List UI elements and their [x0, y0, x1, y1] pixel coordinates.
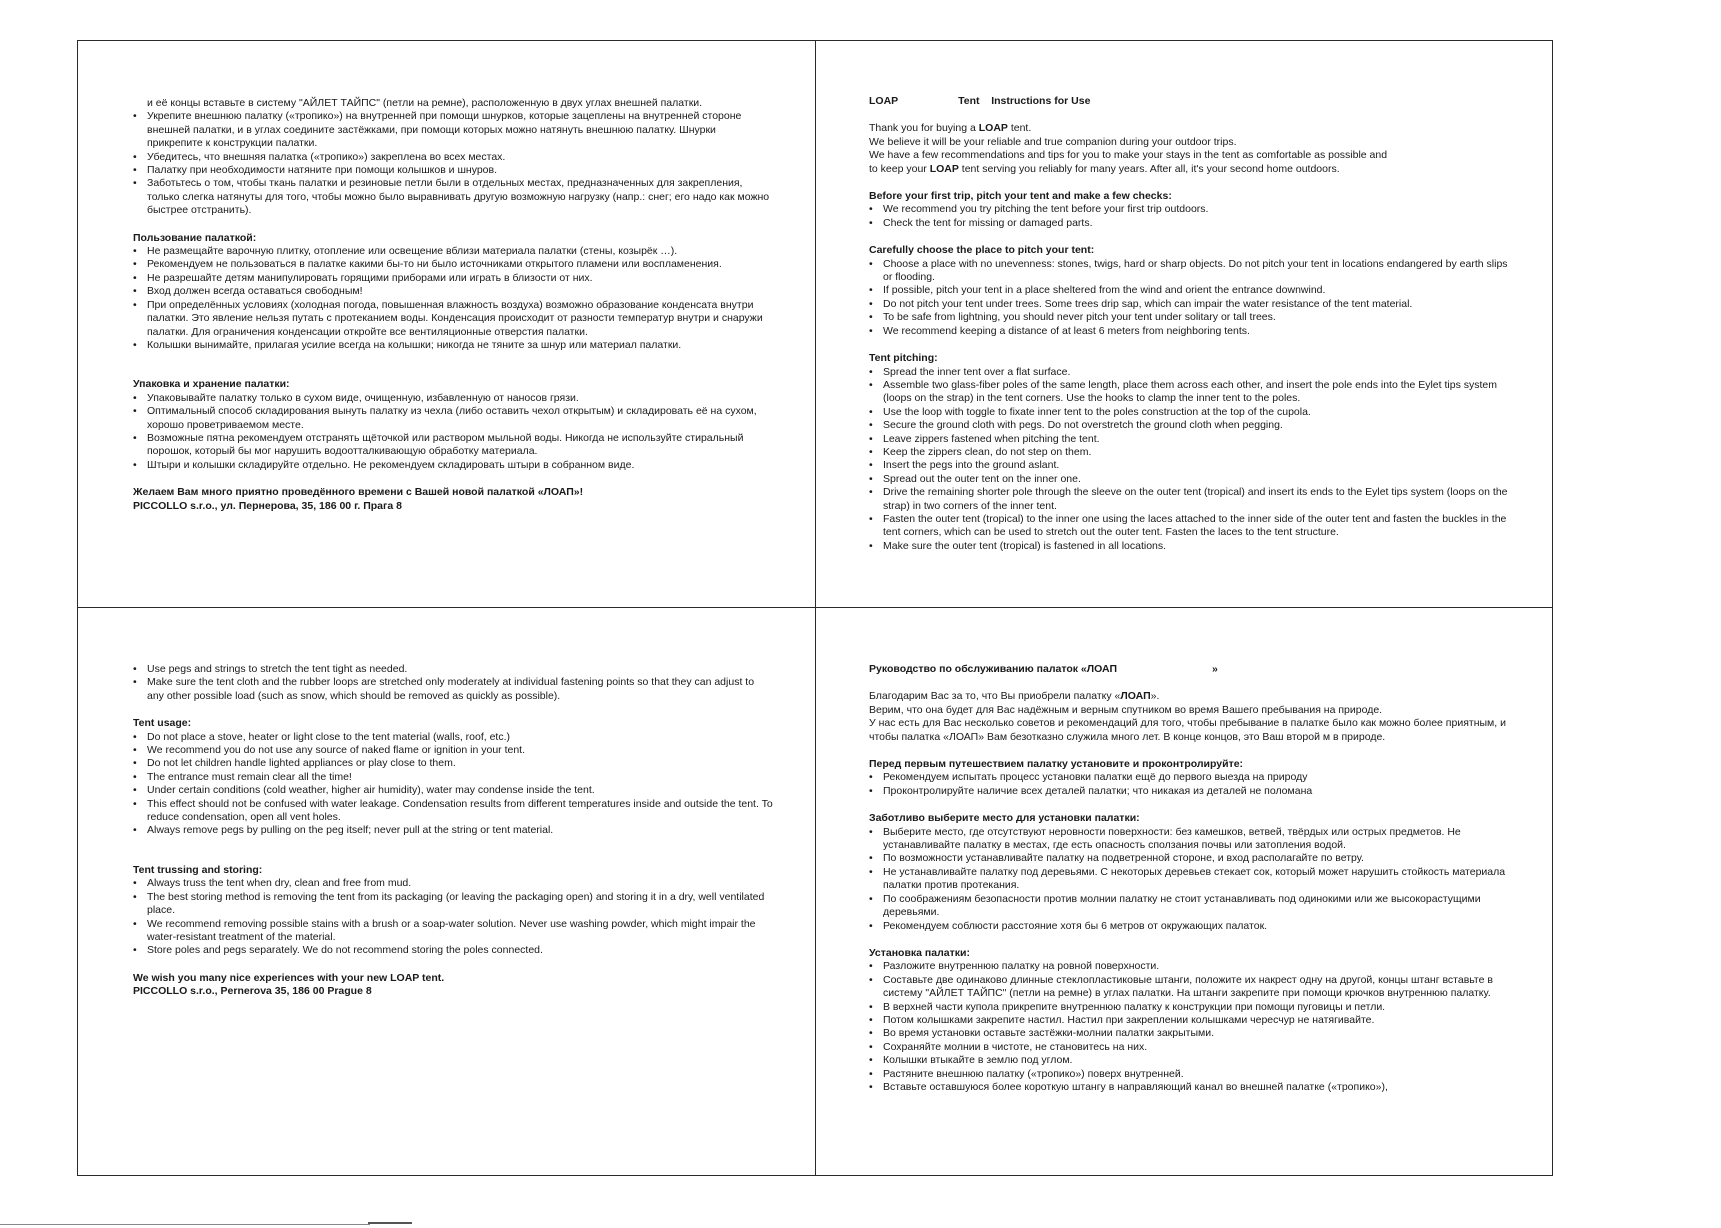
list-item: • Drive the remaining shorter pole through the sleeve on the outer tent (tropical) and insert its ends to the Eylet tips system (loops on the strap) in two corners of the inner tent.: [869, 486, 1509, 513]
list-item: • We recommend you do not use any source of naked flame or ignition in your tent.: [133, 744, 773, 757]
intro-line: и её концы вставьте в систему "АЙЛЕТ ТАЙПС" (петли на ремне), расположенную в двух углах внешней палатки.: [147, 97, 703, 109]
list-item: • Store poles and pegs separately. We do not recommend storing the poles connected.: [133, 944, 773, 957]
pitching-section: [869, 947, 1509, 1094]
company-address: PICCOLLO s.r.o., ул. Пернерова, 35, 186 00 г. Прага 8: [133, 499, 402, 512]
list-item: • Не устанавливайте палатку под деревьями. С некоторых деревьев стекает сок, который может нарушить стойкость материала палатки против протекания.: [869, 866, 1509, 893]
intro-paragraph: Верим, что она будет для Вас надёжным и верным спутником во время Вашего пребывания на природе.: [869, 703, 1383, 716]
list-item: • To be safe from lightning, you should never pitch your tent under solitary or tall trees.: [869, 311, 1509, 324]
list-item: • Во время установки оставьте застёжки-молнии палатки закрытыми.: [869, 1027, 1509, 1040]
brand-name: LOAP: [869, 95, 899, 107]
list-item: • Рекомендуем испытать процесс установки палатки ещё до первого выезда на природу: [869, 771, 1509, 784]
closing-block: [133, 972, 773, 999]
footer-rule-mark: [368, 1222, 412, 1224]
list-item: • Убедитесь, что внешняя палатка («тропико») закреплена во всех местах.: [133, 151, 773, 164]
list-item: • Заботьтесь о том, чтобы ткань палатки и резиновые петли были в отдельных местах, предназначенных для закрепления, только слегка натянуты для того, чтобы можно было выравнивать другую возможную нагрузку (напр.: снег; его надо как можно быстрее отстранить).: [133, 177, 773, 217]
list-item: • Колышки вынимайте, прилагая усилие всегда на колышки; никогда не тяните за шнур или материал палатки.: [133, 339, 773, 352]
list-item: • If possible, pitch your tent in a place sheltered from the wind and orient the entrance downwind.: [869, 284, 1509, 297]
list-item: • This effect should not be confused with water leakage. Condensation results from different temperatures inside and outside the tent. To reduce condensation, open all vent holes.: [133, 798, 773, 825]
closing-wish: We wish you many nice experiences with your new LOAP tent.: [133, 971, 445, 984]
list-item: • Do not pitch your tent under trees. Some trees drip sap, which can impair the water resistance of the tent material.: [869, 298, 1509, 311]
list-item: • Выберите место, где отсутствуют неровности поверхности: без камешков, ветвей, твёрдых или острых предметов. Не устанавливайте палатку в местах, где есть опасность сползания почвы или затопления водой.: [869, 826, 1509, 853]
place-list: [869, 258, 1509, 338]
storage-section: [133, 378, 773, 472]
list-item: • Fasten the outer tent (tropical) to the inner one using the laces attached to the inner side of the outer tent and fasten the buckles in the tent corners, which can be used to stretch out the outer tent. Fasten the laces to the tent structure.: [869, 513, 1509, 540]
section-heading: Before your first trip, pitch your tent and make a few checks:: [869, 190, 1172, 203]
list-item: • Spread the inner tent over a flat surface.: [869, 366, 1509, 379]
storage-list: [133, 877, 773, 957]
closing-wish: Желаем Вам много приятно проведённого времени с Вашей новой палаткой «ЛОАП»!: [133, 486, 584, 499]
list-item: • Check the tent for missing or damaged parts.: [869, 217, 1509, 230]
before-section: [869, 190, 1509, 230]
panel-bottom-left: [133, 663, 773, 999]
list-item: • We recommend you try pitching the tent before your first trip outdoors.: [869, 203, 1509, 216]
list-item: • Вход должен всегда оставаться свободным!: [133, 285, 773, 298]
storage-section: [133, 864, 773, 958]
list-item: • Вставьте оставшуюся более короткую штангу в направляющий канал во внешней палатке («тропико»),: [869, 1081, 1509, 1094]
list-item: • Use pegs and strings to stretch the tent tight as needed.: [133, 663, 773, 676]
list-item: • Always truss the tent when dry, clean and free from mud.: [133, 877, 773, 890]
panel-top-right: [869, 95, 1509, 553]
closing-block: [133, 486, 773, 513]
list-item: • Use the loop with toggle to fixate inner tent to the poles construction at the top of the cupola.: [869, 406, 1509, 419]
list-item: • Растяните внешнюю палатку («тропико») поверх внутренней.: [869, 1068, 1509, 1081]
list-item: • По соображениям безопасности против молнии палатку не стоит устанавливать под одинокими или же высокорастущими деревьями.: [869, 893, 1509, 920]
panel-top-left: [133, 97, 773, 513]
place-section: [869, 244, 1509, 338]
list-item: • Do not let children handle lighted appliances or play close to them.: [133, 757, 773, 770]
list-item: • Составьте две одинаково длинные стеклопластиковые штанги, положите их накрест одну на другой, концы штанг вставьте в систему "АЙЛЕТ ТАЙПС" (петли на ремне) в углах палатки. На штанги закрепите при помощи крючков внутреннюю палатку.: [869, 974, 1509, 1001]
company-address: PICCOLLO s.r.o., Pernerova 35, 186 00 Prague 8: [133, 985, 372, 998]
before-section: [869, 758, 1509, 798]
intro-paragraph: Благодарим Вас за то, что Вы приобрели палатку «ЛОАП».: [869, 690, 1160, 703]
storage-list: [133, 392, 773, 472]
section-heading: Упаковка и хранение палатки:: [133, 378, 290, 391]
intro-list: [133, 110, 773, 217]
pitching-section: [869, 352, 1509, 553]
document-title: [869, 95, 1509, 108]
intro-paragraph: to keep your LOAP tent serving you reliably for many years. After all, it's your second home outdoors.: [869, 162, 1340, 175]
list-item: • Упаковывайте палатку только в сухом виде, очищенную, избавленную от наносов грязи.: [133, 392, 773, 405]
list-item: • Under certain conditions (cold weather, higher air humidity), water may condense inside the tent.: [133, 784, 773, 797]
intro-paragraph: We have a few recommendations and tips for you to make your stays in the tent as comfortable as possible and: [869, 149, 1388, 162]
list-item: • Secure the ground cloth with pegs. Do not overstretch the ground cloth when pegging.: [869, 419, 1509, 432]
list-item: • Make sure the tent cloth and the rubber loops are stretched only moderately at individual fastening points so that they can adjust to any other possible load (such as snow, which should be removed as quickly as possible).: [133, 676, 773, 703]
title-closing-quote: »: [1212, 663, 1218, 675]
panel-bottom-right: [869, 663, 1509, 1094]
list-item: • We recommend removing possible stains with a brush or a soap-water solution. Never use washing powder, which might impair the water-resistant treatment of the material.: [133, 918, 773, 945]
list-item: • Leave zippers fastened when pitching the tent.: [869, 433, 1509, 446]
list-item: • Сохраняйте молнии в чистоте, не становитесь на них.: [869, 1041, 1509, 1054]
list-item: • Choose a place with no unevenness: stones, twigs, hard or sharp objects. Do not pitch your tent in locations endangered by earth slips or flooding.: [869, 258, 1509, 285]
list-item: • Рекомендуем не пользоваться в палатке какими бы-то ни было источниками открытого пламени или воспламенения.: [133, 258, 773, 271]
section-heading: Tent usage:: [133, 717, 192, 730]
list-item: • The entrance must remain clear all the time!: [133, 771, 773, 784]
usage-section: [133, 232, 773, 353]
section-heading: Tent trussing and storing:: [133, 863, 263, 876]
intro-paragraph: У нас есть для Вас несколько советов и рекомендаций для того, чтобы пребывание в палатке было как можно более приятным, и чтобы палатка «ЛОАП» Вам безотказно служила много лет. В конце концов, это Ваш второй м в природе.: [869, 717, 1506, 743]
list-item: • We recommend keeping a distance of at least 6 meters from neighboring tents.: [869, 325, 1509, 338]
section-heading: Перед первым путешествием палатку установите и проконтролируйте:: [869, 758, 1244, 771]
before-list: [869, 203, 1509, 230]
list-item: • Insert the pegs into the ground aslant.: [869, 459, 1509, 472]
list-item: • Always remove pegs by pulling on the peg itself; never pull at the string or tent material.: [133, 824, 773, 837]
section-heading: Carefully choose the place to pitch your tent:: [869, 244, 1095, 257]
list-item: • Рекомендуем соблюсти расстояние хотя бы 6 метров от окружающих палаток.: [869, 920, 1509, 933]
pitching-list: [869, 960, 1509, 1094]
before-list: [869, 771, 1509, 798]
list-item: • Потом колышками закрепите настил. Настил при закреплении колышками чересчур не натягивайте.: [869, 1014, 1509, 1027]
usage-section: [133, 717, 773, 838]
list-item: • Разложите внутреннюю палатку на ровной поверхности.: [869, 960, 1509, 973]
list-item: • Колышки втыкайте в землю под углом.: [869, 1054, 1509, 1067]
list-item: • Keep the zippers clean, do not step on them.: [869, 446, 1509, 459]
list-item: • Укрепите внешнюю палатку («тропико») на внутренней при помощи шнурков, которые зацеплены на внутренней стороне внешней палатки, и в углах соедините застёжками, при помощи которых можно натянуть внешнюю палатку. Шнурки прикрепите к конструкции палатки.: [133, 110, 773, 150]
list-item: • Оптимальный способ складирования вынуть палатку из чехла (либо оставить чехол открытым) и складировать её на сухом, хорошо проветриваемом месте.: [133, 405, 773, 432]
list-item: • Не размещайте варочную плитку, отопление или освещение вблизи материала палатки (стены, козырёк …).: [133, 245, 773, 258]
section-heading: Заботливо выберите место для установки палатки:: [869, 812, 1140, 825]
title-text: Руководство по обслуживанию палаток «ЛОАП: [869, 663, 1118, 675]
vertical-divider: [815, 41, 816, 1175]
list-item: • Do not place a stove, heater or light close to the tent material (walls, roof, etc.): [133, 731, 773, 744]
list-item: • Штыри и колышки складируйте отдельно. Не рекомендуем складировать штыри в собранном виде.: [133, 459, 773, 472]
list-item: • Палатку при необходимости натяните при помощи колышков и шнуров.: [133, 164, 773, 177]
list-item: • Не разрешайте детям манипулировать горящими приборами или играть в близости от них.: [133, 272, 773, 285]
title-text: Tent Instructions for Use: [958, 95, 1091, 107]
document-title: [869, 663, 1509, 676]
place-list: [869, 826, 1509, 933]
list-item: • По возможности устанавливайте палатку на подветренной стороне, и вход располагайте по ветру.: [869, 852, 1509, 865]
usage-list: [133, 245, 773, 352]
footer-rule: [0, 1224, 370, 1225]
intro-list: [133, 663, 773, 703]
section-heading: Пользование палаткой:: [133, 231, 257, 244]
usage-list: [133, 731, 773, 838]
list-item: • В верхней части купола прикрепите внутреннюю палатку к конструкции при помощи пуговицы и петли.: [869, 1001, 1509, 1014]
list-item: • Проконтролируйте наличие всех деталей палатки; что никакая из деталей не поломана: [869, 785, 1509, 798]
list-item: • Возможные пятна рекомендуем отстранять щёточкой или раствором мыльной воды. Никогда не используйте стиральный порошок, который бы мог нарушить водоотталкивающую обработку материала.: [133, 432, 773, 459]
list-item: • Spread out the outer tent on the inner one.: [869, 473, 1509, 486]
place-section: [869, 812, 1509, 933]
horizontal-divider: [78, 607, 1552, 608]
section-heading: Tent pitching:: [869, 352, 938, 365]
list-item: • Make sure the outer tent (tropical) is fastened in all locations.: [869, 540, 1509, 553]
list-item: • При определённых условиях (холодная погода, повышенная влажность воздуха) возможно образование конденсата внутри палатки. Это явление нельзя путать с протеканием воды. Конденсация происходит от разности температур внутри и снаружи палатки. Для ограничения конденсации откройте все вентиляционные отверстия палатки.: [133, 299, 773, 339]
section-heading: Установка палатки:: [869, 946, 970, 959]
intro-paragraph: Thank you for buying a LOAP tent.: [869, 122, 1032, 135]
list-item: • Assemble two glass-fiber poles of the same length, place them across each other, and insert the pole ends into the Eylet tips system (loops on the strap) in the tent corners. Use the hooks to clamp the inner tent to the poles.: [869, 379, 1509, 406]
list-item: • The best storing method is removing the tent from its packaging (or leaving the packaging open) and storing it in a dry, well ventilated place.: [133, 891, 773, 918]
pitching-list: [869, 366, 1509, 554]
intro-paragraph: We believe it will be your reliable and true companion during your outdoor trips.: [869, 135, 1237, 148]
